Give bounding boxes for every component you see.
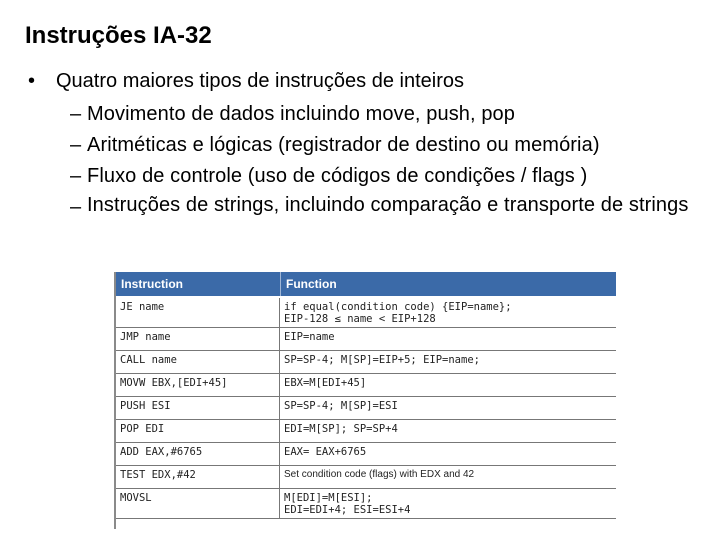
dash-marker: – bbox=[70, 165, 82, 187]
dash-marker: – bbox=[70, 196, 82, 218]
function-line: EIP=name bbox=[284, 331, 335, 343]
function-cell bbox=[279, 489, 616, 518]
function-cell bbox=[279, 397, 616, 419]
function-cell bbox=[279, 298, 616, 327]
function-line: M[EDI]=M[ESI]; bbox=[284, 492, 373, 504]
function-line: SP=SP-4; M[SP]=ESI bbox=[284, 400, 398, 412]
dash-marker: – bbox=[70, 103, 82, 125]
text-clip-mask bbox=[0, 256, 720, 270]
bullet-dot: • bbox=[28, 70, 36, 92]
function-line: EAX= EAX+6765 bbox=[284, 446, 367, 458]
table-row bbox=[116, 397, 616, 420]
function-line: SP=SP-4; M[SP]=EIP+5; EIP=name; bbox=[284, 354, 480, 366]
sub-bullet-text: Movimento de dados incluindo move, push, pop bbox=[87, 103, 515, 125]
table-row bbox=[116, 420, 616, 443]
table-row bbox=[116, 443, 616, 466]
column-header-instruction: Instruction bbox=[121, 277, 183, 291]
function-line: EDI=EDI+4; ESI=ESI+4 bbox=[284, 504, 411, 516]
function-line: EDI=M[SP]; SP=SP+4 bbox=[284, 423, 398, 435]
function-cell bbox=[279, 351, 616, 373]
function-cell bbox=[279, 443, 616, 465]
sub-bullet-text: Aritméticas e lógicas (registrador de destino ou memória) bbox=[87, 134, 600, 156]
function-cell bbox=[279, 466, 616, 488]
function-cell bbox=[279, 374, 616, 396]
slide-title: Instruções IA-32 bbox=[25, 22, 212, 49]
function-cell bbox=[279, 420, 616, 442]
sub-bullet-text: Fluxo de controle (uso de códigos de condições / flags ) bbox=[87, 165, 588, 187]
table-row bbox=[116, 489, 616, 519]
table-body bbox=[116, 298, 616, 519]
function-cell bbox=[279, 328, 616, 350]
table-row bbox=[116, 466, 616, 489]
column-header-function: Function bbox=[280, 272, 616, 296]
instruction-cell: MOVSL bbox=[120, 492, 152, 504]
instruction-cell: MOVW EBX,[EDI+45] bbox=[120, 377, 228, 389]
table-row bbox=[116, 374, 616, 397]
instruction-table bbox=[114, 272, 618, 529]
dash-marker: – bbox=[70, 134, 82, 156]
instruction-cell: CALL name bbox=[120, 354, 177, 366]
table-row bbox=[116, 328, 616, 351]
bullet-text: Quatro maiores tipos de instruções de inteiros bbox=[56, 70, 464, 92]
instruction-cell: JE name bbox=[120, 301, 165, 313]
function-line: Set condition code (flags) with EDX and 42 bbox=[284, 469, 475, 480]
instruction-cell: TEST EDX,#42 bbox=[120, 469, 196, 481]
instruction-cell: ADD EAX,#6765 bbox=[120, 446, 203, 458]
function-line: EBX=M[EDI+45] bbox=[284, 377, 367, 389]
instruction-cell: JMP name bbox=[120, 331, 171, 343]
function-line: if equal(condition code) {EIP=name}; bbox=[284, 301, 512, 313]
table-row bbox=[116, 298, 616, 328]
table-header bbox=[116, 272, 616, 296]
instruction-cell: PUSH ESI bbox=[120, 400, 171, 412]
function-line: EIP-128 ≤ name < EIP+128 bbox=[284, 313, 436, 325]
table-row bbox=[116, 351, 616, 374]
instruction-cell: POP EDI bbox=[120, 423, 165, 435]
sub-bullet-text: Instruções de strings, incluindo comparação e transporte de strings bbox=[87, 194, 689, 216]
